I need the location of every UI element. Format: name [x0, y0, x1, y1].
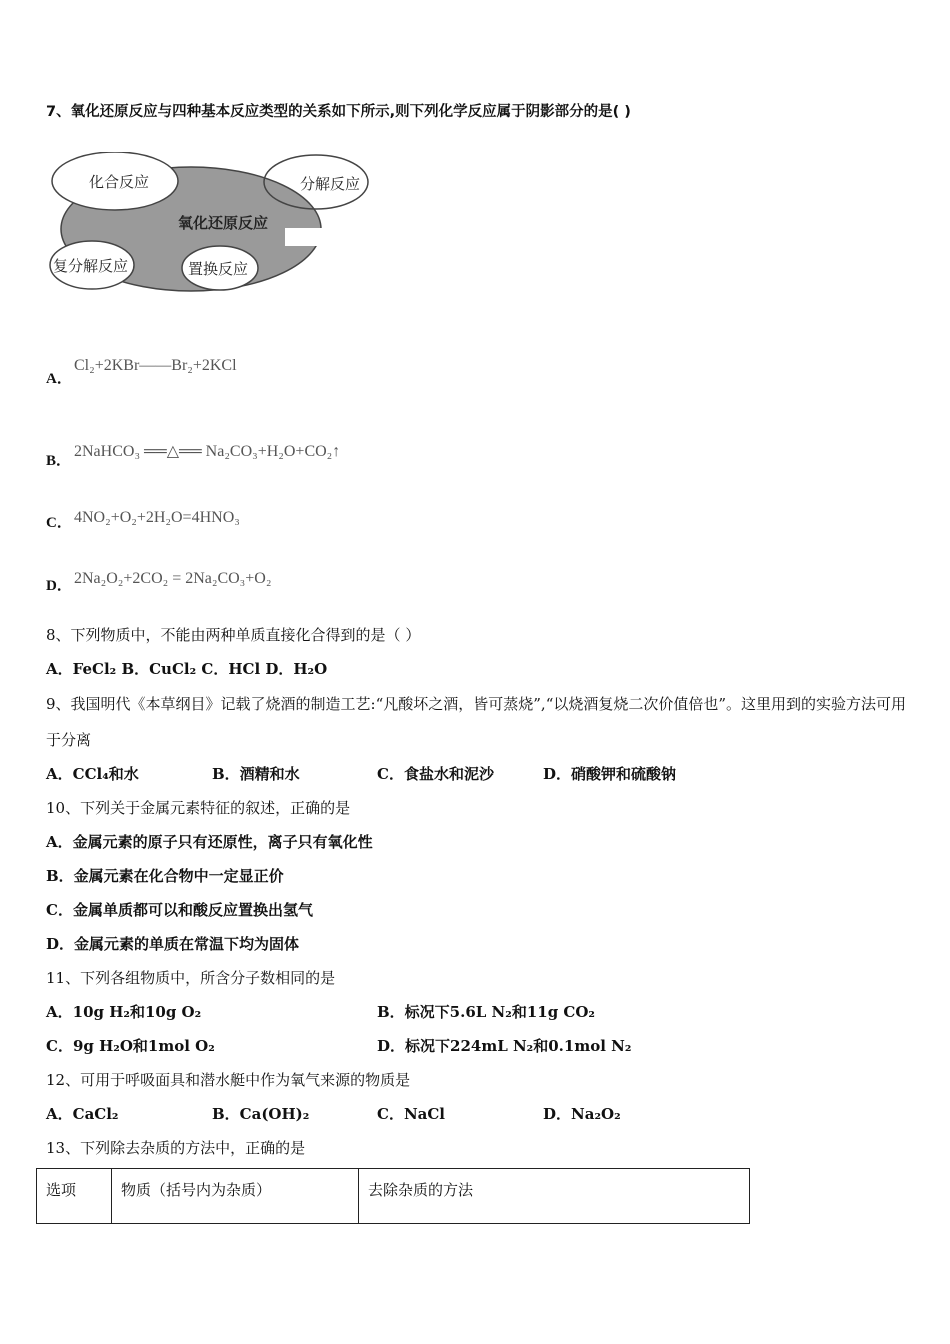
table-header-row [37, 1169, 750, 1224]
q7-option-d-label: D． [46, 578, 72, 594]
double-replacement-label: 复分解反应 [53, 257, 129, 275]
q11-option-a: A．10g H₂和10g O₂ [46, 1003, 202, 1021]
q10-option-d: D．金属元素的单质在常温下均为固体 [46, 935, 300, 953]
q9-option-a: A．CCl₄和水 [46, 765, 139, 783]
q7-option-c-formula: 4NO₂+O₂+2H₂O=4HNO₃ [74, 509, 240, 526]
combination-label: 化合反应 [89, 173, 150, 191]
q11-stem: 11、下列各组物质中，所含分子数相同的是 [46, 969, 336, 987]
redox-label: 氧化还原反应 [178, 214, 269, 232]
q10-option-b: B．金属元素在化合物中一定显正价 [46, 867, 284, 885]
table-header-option: 选项 [37, 1169, 112, 1224]
q8-stem: 8、下列物质中，不能由两种单质直接化合得到的是（ ） [46, 626, 421, 644]
q7-option-b-label: B． [46, 453, 72, 469]
q7-option-d-formula: 2Na₂O₂+2CO₂ = 2Na₂CO₃+O₂ [74, 570, 272, 587]
q12-option-a: A．CaCl₂ [46, 1105, 119, 1123]
q12-option-b: B．Ca(OH)₂ [212, 1105, 310, 1123]
q10-option-a: A．金属元素的原子只有还原性，离子只有氧化性 [46, 833, 373, 851]
q7-option-b-formula: 2NaHCO₃ ══△══ Na₂CO₃+H₂O+CO₂↑ [74, 443, 341, 460]
decomposition-label: 分解反应 [300, 175, 361, 193]
white-patch [285, 228, 343, 246]
q11-option-d: D．标况下224mL N₂和0.1mol N₂ [377, 1037, 632, 1055]
q9-option-b: B．酒精和水 [212, 765, 300, 783]
table-header-substance: 物质（括号内为杂质） [112, 1169, 359, 1224]
q9-option-c: C．食盐水和泥沙 [377, 765, 494, 783]
q9-option-d: D．硝酸钾和硫酸钠 [543, 765, 677, 783]
q10-stem: 10、下列关于金属元素特征的叙述，正确的是 [46, 799, 351, 817]
table-header-method: 去除杂质的方法 [359, 1169, 750, 1224]
q8-options: A．FeCl₂ B．CuCl₂ C．HCl D．H₂O [46, 660, 328, 678]
reaction-venn-diagram [48, 152, 378, 297]
q13-stem: 13、下列除去杂质的方法中，正确的是 [46, 1139, 306, 1157]
q7-option-a-label: A． [46, 371, 72, 387]
q7-stem: 7、氧化还原反应与四种基本反应类型的关系如下所示,则下列化学反应属于阴影部分的是( ) [46, 104, 631, 120]
impurity-table [36, 1168, 750, 1224]
q9-stem: 9、我国明代《本草纲目》记载了烧酒的制造工艺:“凡酸坏之酒，皆可蒸烧”,“以烧酒复烧二次价值倍也”。这里用到的实验方法可用于分离 [46, 695, 907, 749]
q12-option-c: C．NaCl [377, 1105, 446, 1123]
q12-stem: 12、可用于呼吸面具和潜水艇中作为氧气来源的物质是 [46, 1071, 411, 1089]
q11-option-b: B．标况下5.6L N₂和11g CO₂ [377, 1003, 595, 1021]
q12-option-d: D．Na₂O₂ [543, 1105, 621, 1123]
q10-option-c: C．金属单质都可以和酸反应置换出氢气 [46, 901, 313, 919]
q7-option-c-label: C． [46, 515, 72, 531]
q11-option-c: C．9g H₂O和1mol O₂ [46, 1037, 215, 1055]
q7-option-a-formula: Cl₂+2KBr——Br₂+2KCl [74, 357, 237, 374]
replacement-label: 置换反应 [188, 260, 249, 278]
